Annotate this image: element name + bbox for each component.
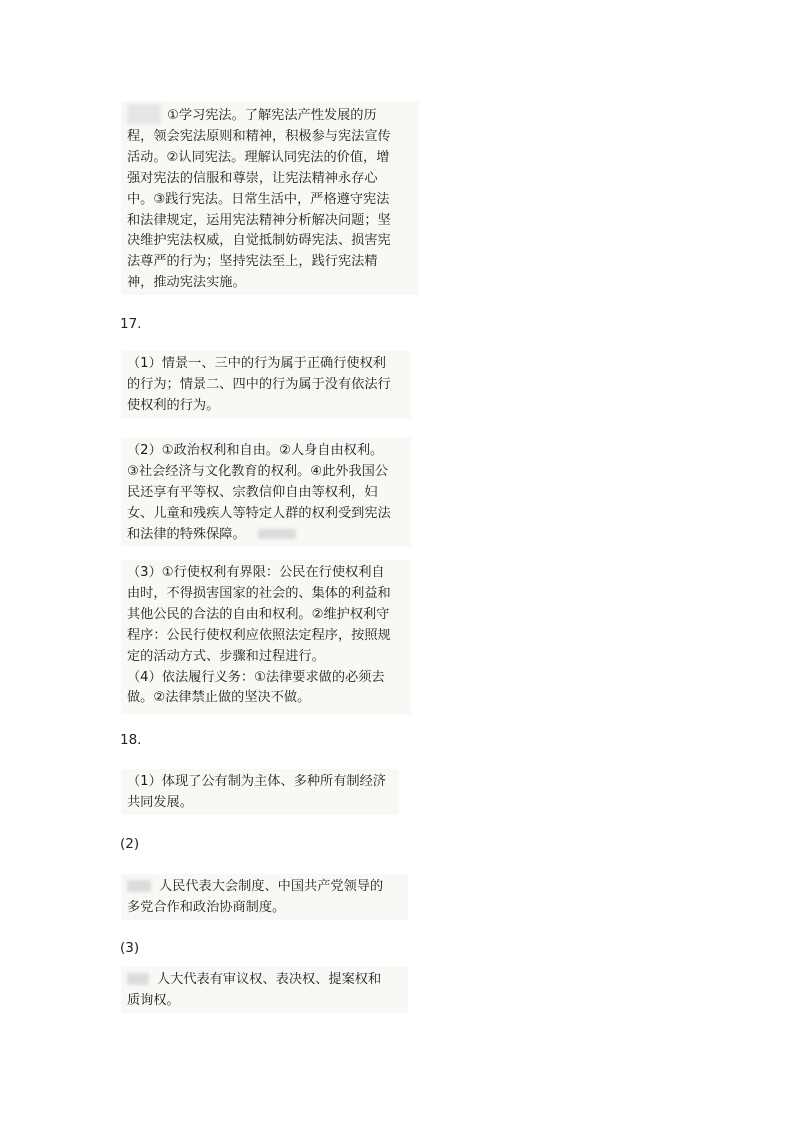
- answer-line: 的行为；情景二、四中的行为属于没有依法行: [127, 376, 391, 392]
- answer-line: 由时，不得损害国家的社会的、集体的利益和: [127, 585, 391, 601]
- blurred-mark: [127, 880, 151, 892]
- blurred-mark: [258, 529, 296, 539]
- answer-line: （2）①政治权利和自由。②人身自由权利。: [127, 443, 384, 458]
- answer-line: ③社会经济与文化教育的权利。④此外我国公: [127, 463, 389, 479]
- answer-line: 多党合作和政治协商制度。: [127, 899, 286, 915]
- answer-line: 中。③践行宪法。日常生活中，严格遵守宪法: [127, 191, 390, 207]
- answer-block-17-3: [121, 560, 411, 714]
- answer-line: 人大代表有审议权、表决权、提案权和: [127, 970, 404, 991]
- answer-block-16: [121, 101, 419, 295]
- answer-line: 使权利的行为。: [127, 397, 220, 413]
- answer-line: 民还享有平等权、宗教信仰自由等权利，妇: [127, 484, 378, 500]
- answer-line: 决维护宪法权威，自觉抵制妨碍宪法、损害宪: [127, 233, 391, 249]
- answer-line: 其他公民的合法的自由和权利。②维护权利守: [127, 606, 390, 622]
- answer-block-18-2: [121, 874, 408, 920]
- blurred-mark: [127, 104, 161, 124]
- answer-line: 强对宪法的信服和尊崇，让宪法精神永存心: [127, 170, 378, 186]
- answer-line: 定的活动方式、步骤和过程进行。: [127, 648, 325, 664]
- answer-line: 活动。②认同宪法。理解认同宪法的价值，增: [127, 149, 390, 165]
- question-number-18-3: (3): [120, 940, 140, 956]
- blurred-mark: [127, 973, 149, 985]
- answer-line: （4）依法履行义务：①法律要求做的必须去: [127, 669, 385, 685]
- answer-block-17-2: [121, 438, 411, 546]
- answer-line: 人民代表大会制度、中国共产党领导的: [127, 877, 404, 898]
- answer-line: 程序：公民行使权利应依照法定程序，按照规: [127, 627, 391, 643]
- answer-line: 和法律的特殊保障。: [127, 525, 407, 546]
- answer-line: 共同发展。: [127, 794, 193, 810]
- answer-line: （1）体现了公有制为主体、多种所有制经济: [127, 774, 386, 789]
- answer-line: 和法律规定，运用宪法精神分析解决问题；坚: [127, 212, 391, 228]
- answer-line: 法尊严的行为；坚持宪法至上，践行宪法精: [127, 254, 378, 270]
- answer-line: ①学习宪法。了解宪法产性发展的历: [127, 104, 415, 127]
- answer-line: 质询权。: [127, 992, 180, 1008]
- question-number-18: 18.: [120, 732, 142, 748]
- answer-line: 神，推动宪法实施。: [127, 275, 246, 291]
- answer-line: 做。②法律禁止做的坚决不做。: [127, 690, 311, 706]
- question-number-17: 17.: [120, 316, 142, 332]
- answer-line: （1）情景一、三中的行为属于正确行使权利: [127, 356, 386, 371]
- answer-line: 女、儿童和残疾人等特定人群的权利受到宪法: [127, 505, 391, 521]
- answer-line: 程，领会宪法原则和精神，积极参与宪法宣传: [127, 128, 391, 144]
- question-number-18-2: (2): [120, 836, 140, 852]
- answer-block-18-1: [121, 769, 399, 815]
- answer-block-18-3: [121, 967, 408, 1013]
- answer-block-17-1: [121, 351, 411, 419]
- answer-line: （3）①行使权利有界限：公民在行使权利自: [127, 565, 385, 580]
